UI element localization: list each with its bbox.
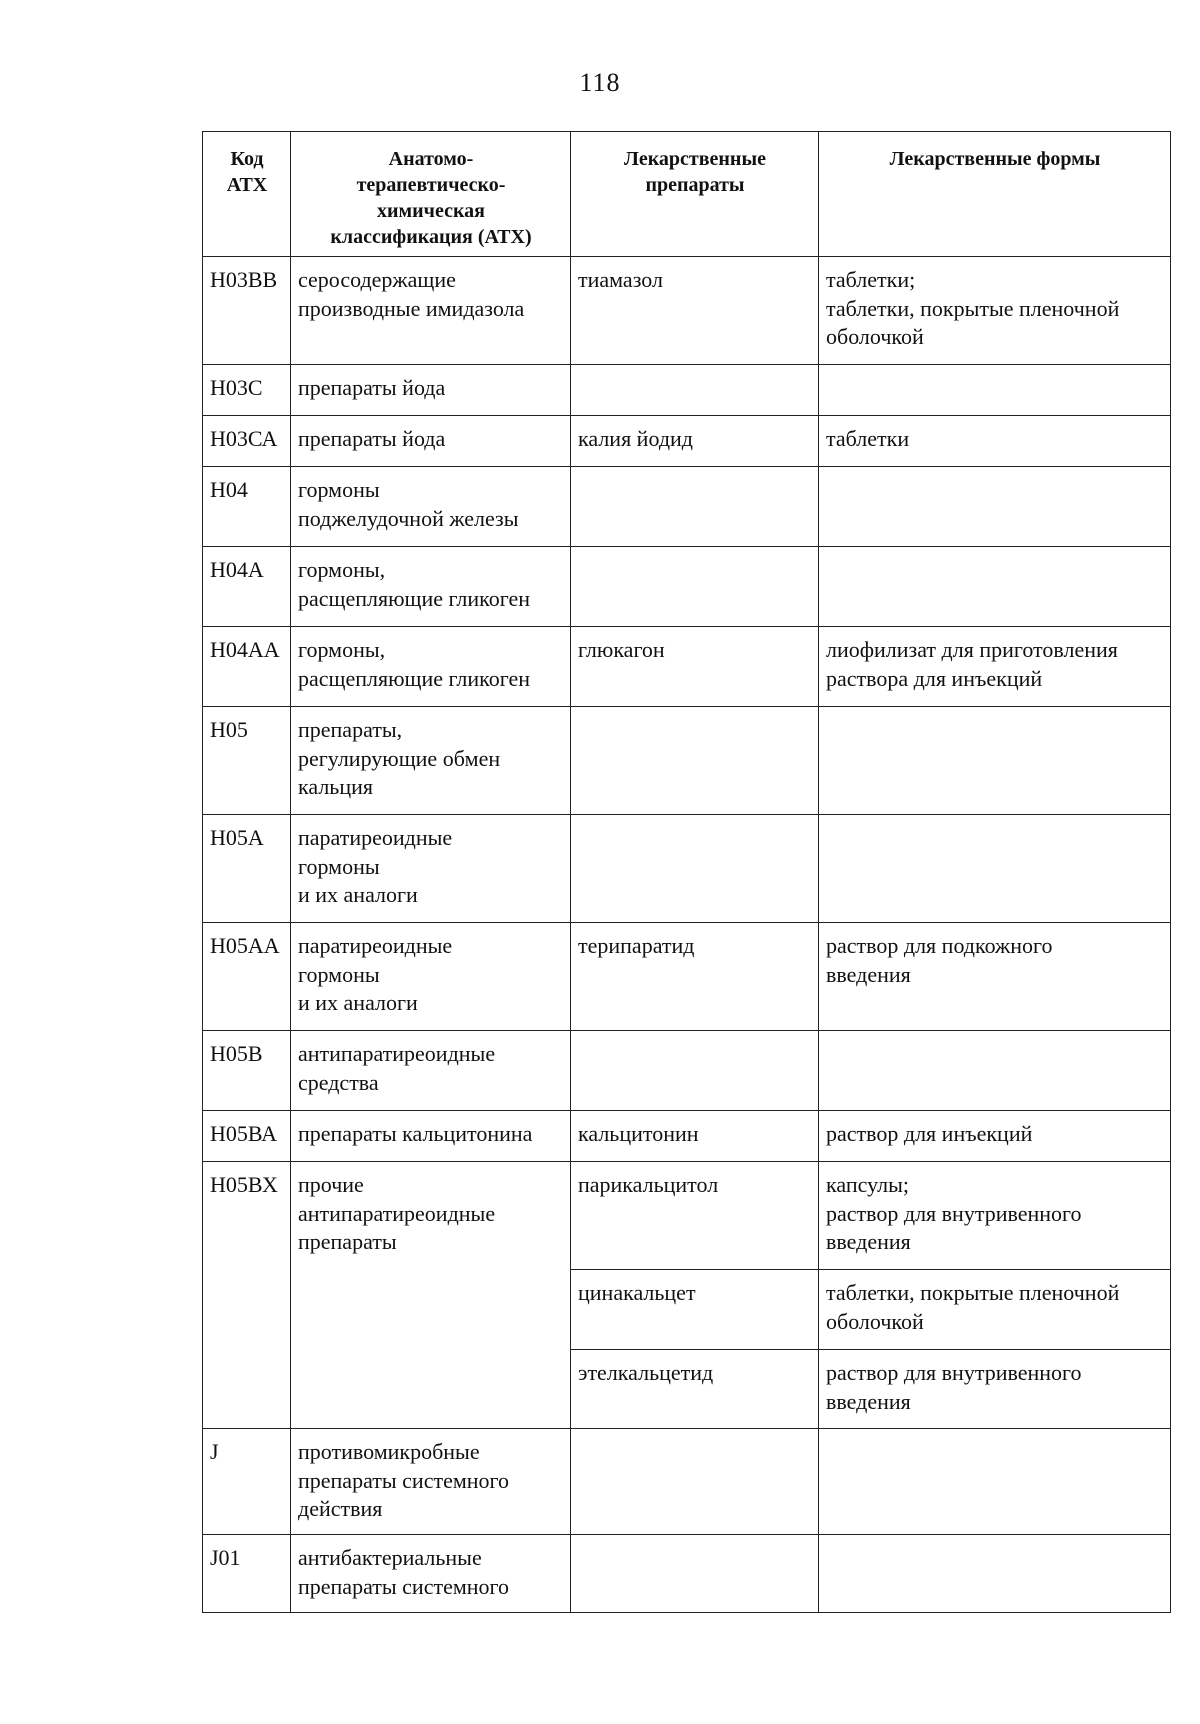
cell-code: Н03С	[203, 365, 291, 416]
cell-form: таблетки, покрытые пленочной оболочкой	[819, 1270, 1171, 1350]
cell-form	[819, 365, 1171, 416]
table-row	[203, 467, 1171, 547]
cell-code: Н04А	[203, 547, 291, 627]
cell-form: лиофилизат для приготовления раствора для инъекций	[819, 627, 1171, 707]
cell-classification: препараты кальцитонина	[291, 1111, 571, 1162]
header-classification: Анатомо- терапевтическо- химическая классификация (АТХ)	[291, 132, 571, 257]
cell-code: Н05В	[203, 1031, 291, 1111]
cell-form: капсулы; раствор для внутривенного введения	[819, 1162, 1171, 1270]
cell-drug	[571, 1535, 819, 1613]
cell-classification: гормоны, расщепляющие гликоген	[291, 627, 571, 707]
cell-classification: препараты, регулирующие обмен кальция	[291, 707, 571, 815]
cell-code: Н05А	[203, 815, 291, 923]
cell-drug: калия йодид	[571, 416, 819, 467]
table-row	[203, 547, 1171, 627]
cell-form	[819, 815, 1171, 923]
cell-form	[819, 1535, 1171, 1613]
cell-classification: антибактериальные препараты системного	[291, 1535, 571, 1613]
cell-drug	[571, 707, 819, 815]
cell-classification: гормоны поджелудочной железы	[291, 467, 571, 547]
table-row	[203, 1031, 1171, 1111]
cell-form: раствор для внутривенного введения	[819, 1350, 1171, 1429]
cell-form: таблетки; таблетки, покрытые пленочной оболочкой	[819, 257, 1171, 365]
cell-drug: терипаратид	[571, 923, 819, 1031]
table-header-row	[203, 132, 1171, 257]
cell-drug: этелкальцетид	[571, 1350, 819, 1429]
header-forms: Лекарственные формы	[819, 132, 1171, 257]
cell-form	[819, 707, 1171, 815]
cell-form	[819, 1031, 1171, 1111]
header-drugs: Лекарственные препараты	[571, 132, 819, 257]
cell-form	[819, 1429, 1171, 1535]
cell-code: Н03СА	[203, 416, 291, 467]
cell-drug: кальцитонин	[571, 1111, 819, 1162]
cell-drug	[571, 365, 819, 416]
table-row	[203, 923, 1171, 1031]
table-row	[203, 815, 1171, 923]
cell-classification: препараты йода	[291, 416, 571, 467]
cell-code: Н05ВХ	[203, 1162, 291, 1429]
cell-form: раствор для инъекций	[819, 1111, 1171, 1162]
cell-drug: парикальцитол	[571, 1162, 819, 1270]
cell-classification: паратиреоидные гормоны и их аналоги	[291, 815, 571, 923]
cell-code: J01	[203, 1535, 291, 1613]
table-row	[203, 1535, 1171, 1613]
cell-classification: препараты йода	[291, 365, 571, 416]
cell-drug	[571, 1429, 819, 1535]
cell-code: Н04	[203, 467, 291, 547]
table-row	[203, 1111, 1171, 1162]
cell-code: Н04АА	[203, 627, 291, 707]
atx-table	[202, 131, 1171, 1613]
cell-classification: гормоны, расщепляющие гликоген	[291, 547, 571, 627]
cell-drug: глюкагон	[571, 627, 819, 707]
table-row	[203, 1429, 1171, 1535]
cell-code: Н05АА	[203, 923, 291, 1031]
header-code: Код АТХ	[203, 132, 291, 257]
cell-form	[819, 467, 1171, 547]
cell-code: Н05	[203, 707, 291, 815]
cell-form: раствор для подкожного введения	[819, 923, 1171, 1031]
page-number: 118	[579, 68, 621, 97]
cell-code: Н03ВВ	[203, 257, 291, 365]
table-row	[203, 416, 1171, 467]
table-row	[203, 365, 1171, 416]
table-row	[203, 627, 1171, 707]
cell-code: J	[203, 1429, 291, 1535]
table-row	[203, 707, 1171, 815]
cell-form: таблетки	[819, 416, 1171, 467]
cell-drug	[571, 547, 819, 627]
cell-drug	[571, 815, 819, 923]
table-row	[203, 1162, 1171, 1270]
cell-classification: паратиреоидные гормоны и их аналоги	[291, 923, 571, 1031]
cell-classification: серосодержащие производные имидазола	[291, 257, 571, 365]
cell-classification: противомикробные препараты системного действия	[291, 1429, 571, 1535]
cell-form	[819, 547, 1171, 627]
cell-drug: тиамазол	[571, 257, 819, 365]
cell-code: Н05ВА	[203, 1111, 291, 1162]
cell-drug	[571, 467, 819, 547]
cell-classification: антипаратиреоидные средства	[291, 1031, 571, 1111]
cell-drug	[571, 1031, 819, 1111]
table-row	[203, 257, 1171, 365]
cell-drug: цинакальцет	[571, 1270, 819, 1350]
cell-classification: прочие антипаратиреоидные препараты	[291, 1162, 571, 1429]
